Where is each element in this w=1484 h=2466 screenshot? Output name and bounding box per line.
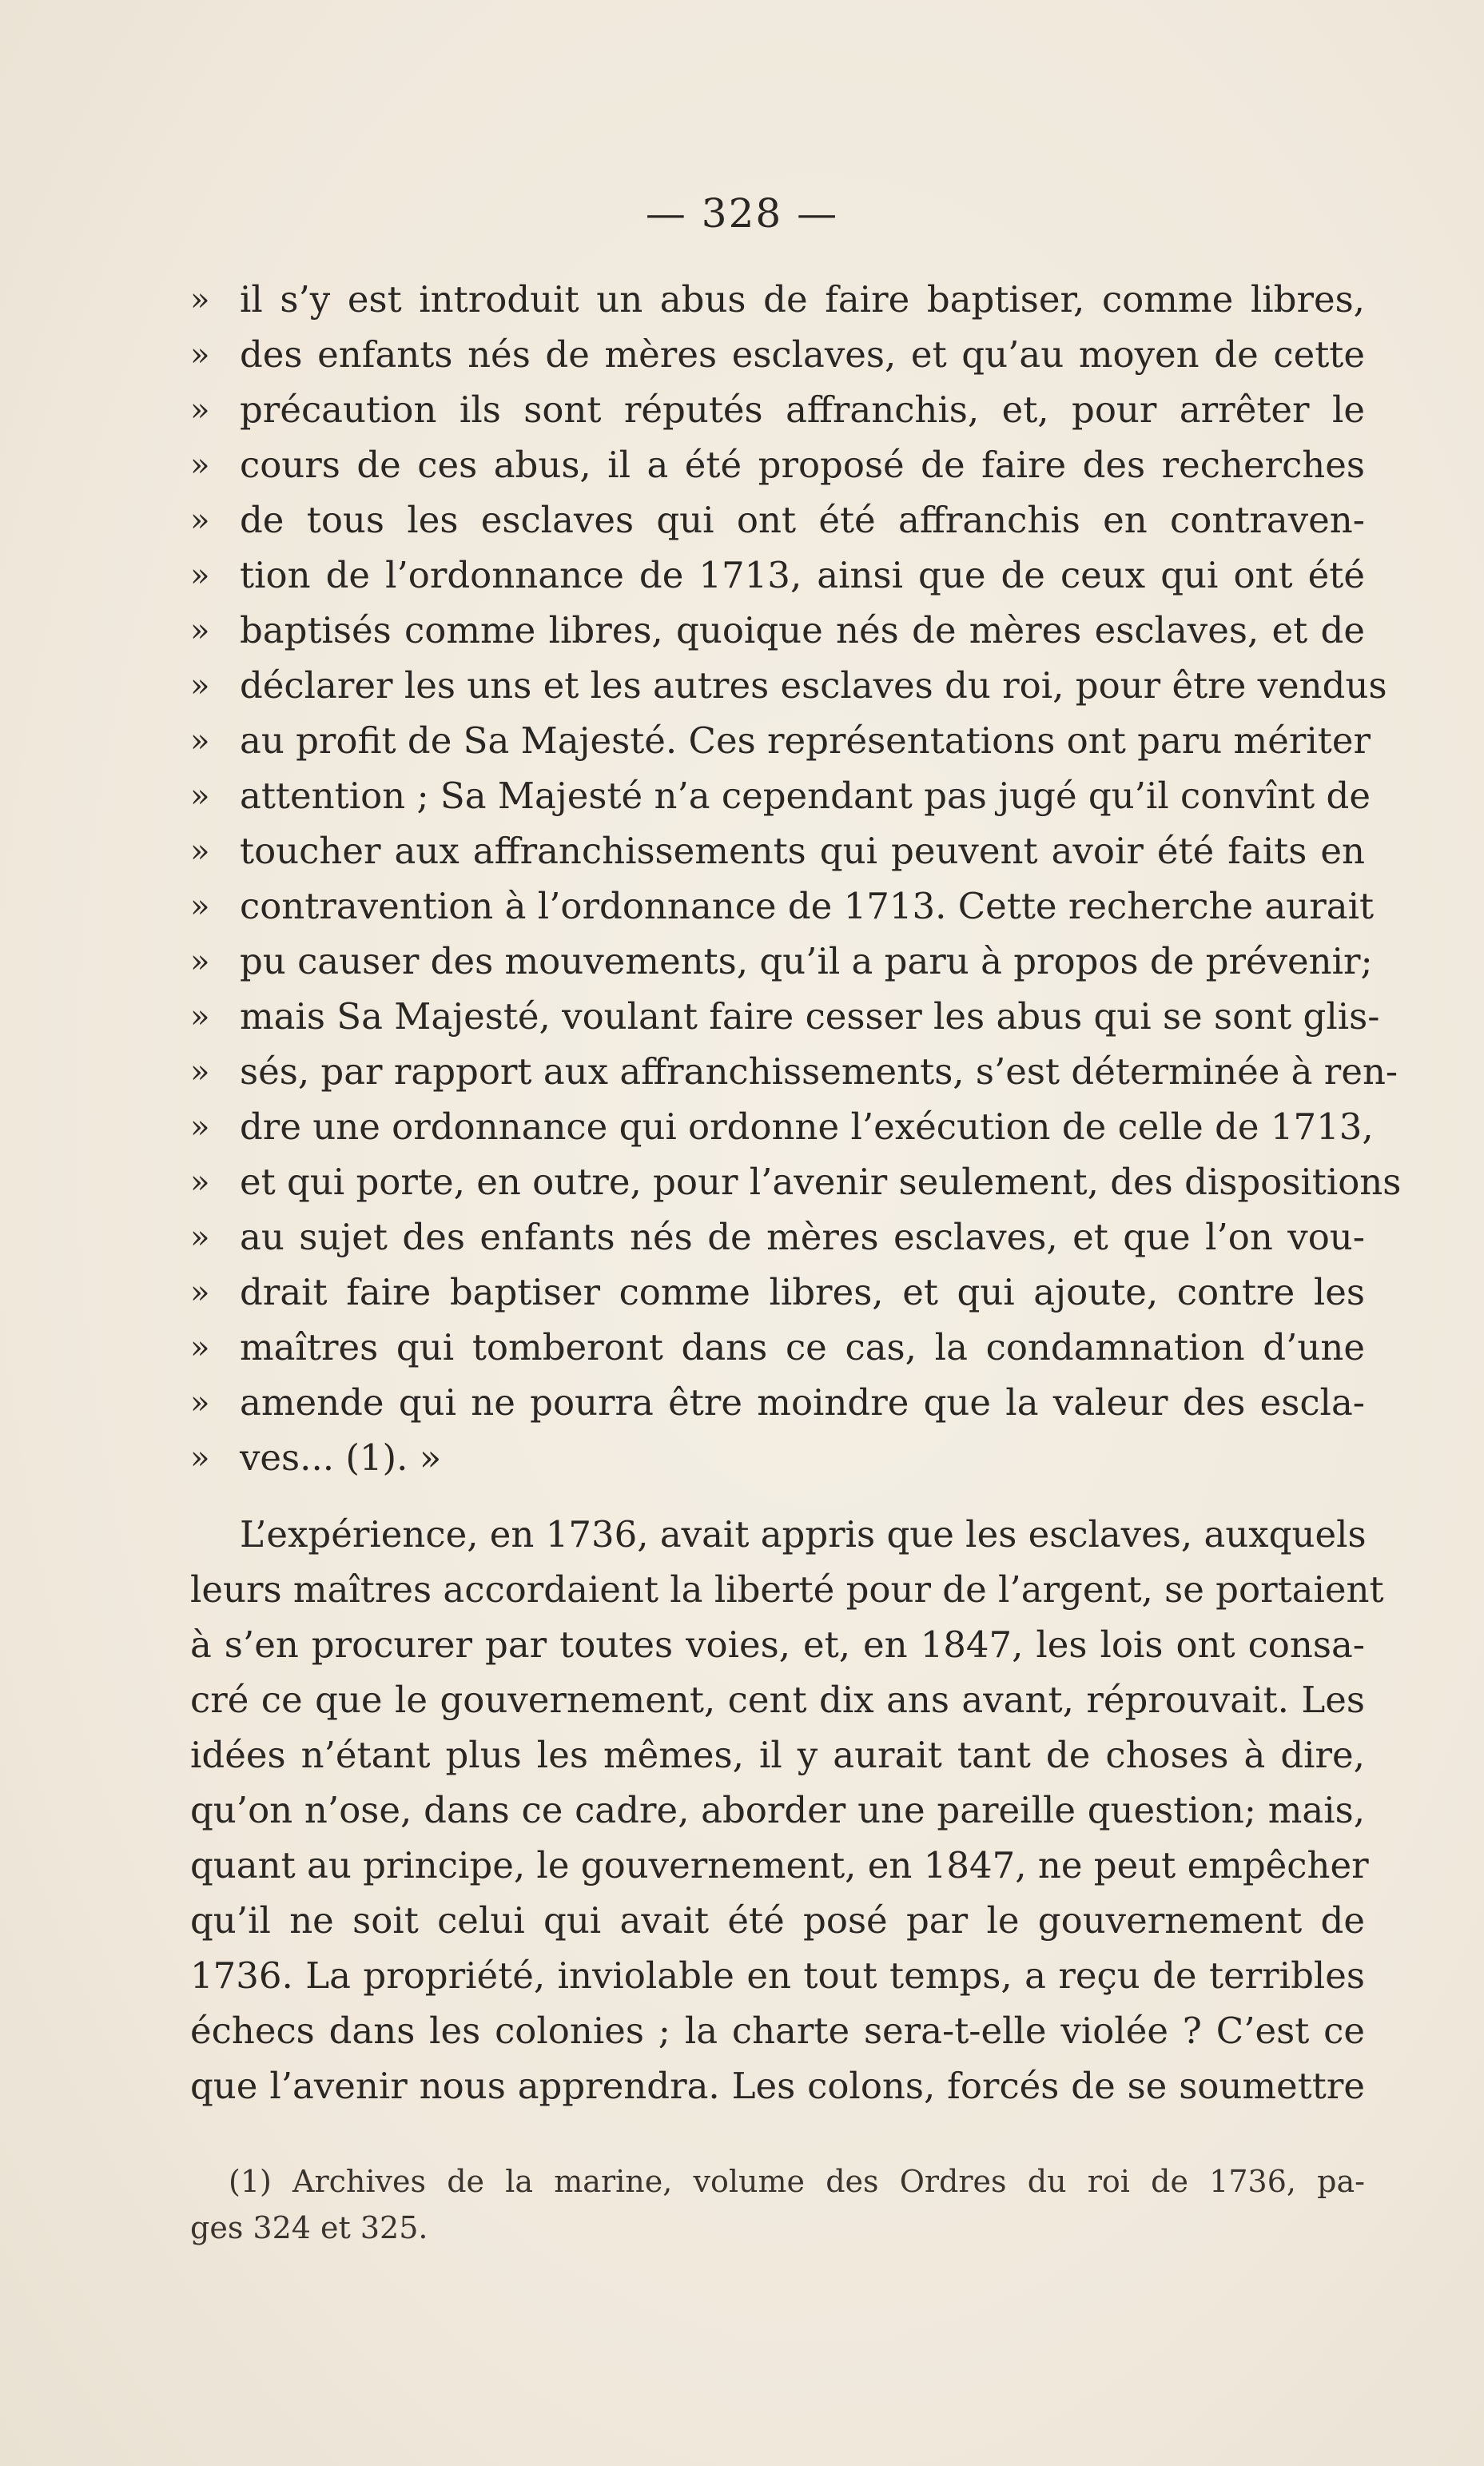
quoted-line: [190, 1430, 1365, 1485]
quote-mark: »: [190, 446, 210, 484]
paragraph-line: qu’il ne soit celui qui avait été posé par le gouvernement de: [190, 1899, 1365, 1942]
quote-mark: »: [190, 1108, 210, 1145]
quoted-line-text: sés, par rapport aux affranchissements, s’est déterminée à ren-: [240, 1050, 1398, 1093]
quoted-line: [190, 437, 1365, 492]
quoted-line: [190, 1044, 1398, 1099]
quote-mark: »: [190, 336, 210, 373]
quoted-line-text: cours de ces abus, il a été proposé de faire des recherches: [240, 444, 1365, 486]
footnote-line: ges 324 et 325.: [190, 2210, 428, 2245]
quoted-line: [190, 768, 1371, 823]
quoted-line: [190, 823, 1365, 878]
paragraph-line: quant au principe, le gouvernement, en 1847, ne peut empêcher: [190, 1844, 1369, 1886]
paragraph-line: qu’on n’ose, dans ce cadre, aborder une pareille question; mais,: [190, 1789, 1365, 1831]
paragraph-line: 1736. La propriété, inviolable en tout temps, a reçu de terribles: [190, 1954, 1365, 1997]
quoted-line-text: baptisés comme libres, quoique nés de mères esclaves, et de: [240, 609, 1365, 651]
quoted-line: [190, 382, 1365, 437]
quoted-line: [190, 327, 1365, 382]
quote-mark: »: [190, 942, 210, 980]
quoted-line: [190, 713, 1371, 768]
footnote-line: (1) Archives de la marine, volume des Ordres du roi de 1736, pa-: [229, 2164, 1365, 2199]
quoted-line: [190, 548, 1365, 603]
paragraph-line: cré ce que le gouvernement, cent dix ans avant, réprouvait. Les: [190, 1679, 1365, 1721]
quoted-line-text: pu causer des mouvements, qu’il a paru à propos de prévenir;: [240, 940, 1373, 982]
paragraph-line: L’expérience, en 1736, avait appris que les esclaves, auxquels: [240, 1513, 1367, 1556]
quoted-line-text: mais Sa Majesté, voulant faire cesser les abus qui se sont glis-: [240, 995, 1380, 1038]
quote-mark: »: [190, 887, 210, 925]
quote-mark: »: [190, 391, 210, 428]
quoted-line-text: au profit de Sa Majesté. Ces représentations ont paru mériter: [240, 719, 1371, 762]
paragraph-line: leurs maîtres accordaient la liberté pour de l’argent, se portaient: [190, 1568, 1384, 1611]
quote-mark: »: [190, 501, 210, 539]
quoted-line: [190, 603, 1365, 658]
quoted-line: [190, 658, 1387, 713]
quoted-line: [190, 1154, 1402, 1209]
paragraph-line: idées n’étant plus les mêmes, il y aurait tant de choses à dire,: [190, 1734, 1365, 1776]
quote-mark: »: [190, 832, 210, 870]
page-number: — 328 —: [645, 190, 839, 237]
quoted-line: [190, 272, 1365, 327]
quoted-line: [190, 492, 1365, 548]
quoted-line: [190, 1265, 1365, 1320]
quoted-line: [190, 1375, 1365, 1430]
quoted-line: [190, 878, 1375, 934]
quoted-line-text: précaution ils sont réputés affranchis, et, pour arrêter le: [240, 388, 1365, 431]
quoted-line-text: amende qui ne pourra être moindre que la valeur des escla-: [240, 1381, 1365, 1424]
quote-mark: »: [190, 1439, 210, 1476]
quote-mark: »: [190, 1163, 210, 1201]
quote-mark: »: [190, 667, 210, 704]
quote-mark: »: [190, 777, 210, 815]
quoted-line-text: ves... (1). »: [240, 1436, 442, 1479]
quoted-line: [190, 1209, 1365, 1265]
quoted-line: [190, 934, 1373, 989]
quoted-line: [190, 1320, 1365, 1375]
quoted-line-text: des enfants nés de mères esclaves, et qu’au moyen de cette: [240, 333, 1365, 376]
quote-mark: »: [190, 612, 210, 649]
quoted-line: [190, 1099, 1374, 1154]
quoted-line-text: attention ; Sa Majesté n’a cependant pas jugé qu’il convînt de: [240, 775, 1371, 817]
quote-mark: »: [190, 1273, 210, 1311]
quoted-line-text: maîtres qui tomberont dans ce cas, la condamnation d’une: [240, 1326, 1365, 1368]
quote-mark: »: [190, 1329, 210, 1366]
quoted-line-text: et qui porte, en outre, pour l’avenir seulement, des dispositions: [240, 1161, 1402, 1203]
quoted-line-text: dre une ordonnance qui ordonne l’exécution de celle de 1713,: [240, 1106, 1374, 1148]
body-paragraph: [190, 1507, 1384, 2113]
quoted-line-text: de tous les esclaves qui ont été affranchis en contraven-: [240, 499, 1365, 541]
quote-mark: »: [190, 1384, 210, 1421]
quoted-line-text: déclarer les uns et les autres esclaves du roi, pour être vendus: [240, 664, 1387, 707]
quoted-line-text: il s’y est introduit un abus de faire baptiser, comme libres,: [240, 278, 1365, 321]
quoted-line-text: toucher aux affranchissements qui peuvent avoir été faits en: [240, 830, 1365, 872]
quote-mark: »: [190, 722, 210, 759]
paragraph-line: que l’avenir nous apprendra. Les colons, forcés de se soumettre: [190, 2065, 1365, 2107]
quote-mark: »: [190, 556, 210, 594]
footnote: [190, 2158, 1365, 2251]
quoted-line-text: tion de l’ordonnance de 1713, ainsi que de ceux qui ont été: [240, 554, 1365, 596]
paragraph-line: échecs dans les colonies ; la charte sera-t-elle violée ? C’est ce: [190, 2010, 1365, 2052]
quote-mark: »: [190, 998, 210, 1035]
quoted-passage: [190, 272, 1402, 1485]
quoted-line: [190, 989, 1380, 1044]
quoted-line-text: au sujet des enfants nés de mères esclaves, et que l’on vou-: [240, 1216, 1365, 1258]
quote-mark: »: [190, 1218, 210, 1256]
quote-mark: »: [190, 1053, 210, 1090]
quoted-line-text: drait faire baptiser comme libres, et qui ajoute, contre les: [240, 1271, 1365, 1313]
paragraph-line: à s’en procurer par toutes voies, et, en 1847, les lois ont consa-: [190, 1623, 1365, 1666]
quoted-line-text: contravention à l’ordonnance de 1713. Cette recherche aurait: [240, 885, 1375, 927]
quote-mark: »: [190, 281, 210, 318]
